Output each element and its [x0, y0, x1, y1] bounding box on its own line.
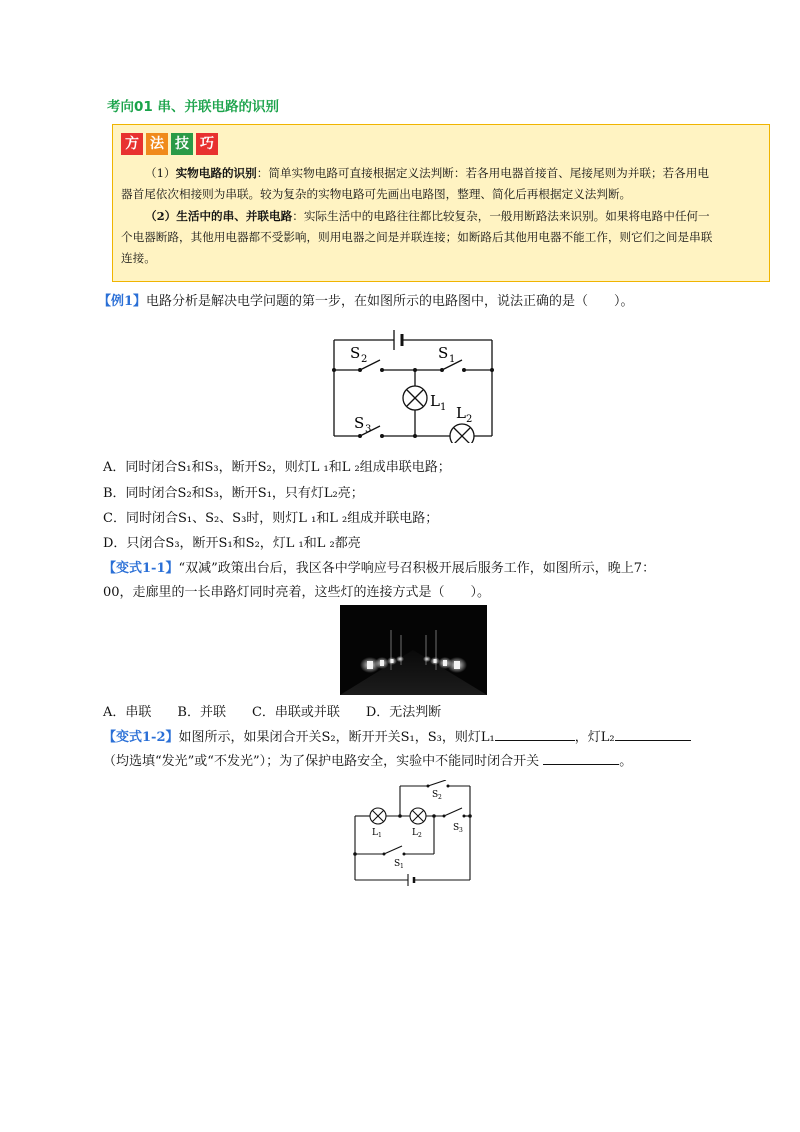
circuit-diagram-2 — [348, 780, 478, 890]
tip-paragraph-1: （1）实物电路的识别：简单实物电路可直接根据定义法判断：若各用电器首接首、尾接尾则为并联；若各用电 器首尾依次相接则为串联。较为复杂的实物电路可先画出电路图，整理、简化后再根据定义法判断。 — [121, 166, 709, 201]
svg-text:2: 2 — [438, 794, 442, 801]
label-s2: S — [350, 344, 361, 362]
option-a: A．同时闭合S₁和S₃，断开S₂，则灯L ₁和L ₂组成串联电路； — [103, 460, 451, 475]
label-l2: L — [456, 404, 466, 422]
svg-text:2: 2 — [361, 354, 368, 365]
label-s1: S — [438, 344, 449, 362]
label-s3: S — [453, 823, 460, 833]
badge-char: 方 — [121, 133, 143, 155]
option-d: D．只闭合S₃，断开S₁和S₂，灯L ₁和L ₂都亮 — [103, 536, 361, 551]
label-l1: L — [372, 828, 378, 838]
svg-text:3: 3 — [365, 424, 372, 435]
svg-text:1: 1 — [449, 354, 456, 365]
label-s3: S — [354, 414, 365, 432]
label-s2: S — [432, 790, 439, 800]
svg-text:1: 1 — [378, 832, 382, 839]
badge-char: 技 — [171, 133, 193, 155]
variant-1-1-options: A．串联 B．并联 C．串联或并联 D．无法判断 — [103, 705, 442, 720]
badge-char: 法 — [146, 133, 168, 155]
variant-1-2-line2: （均选填“发光”或“不发光”）；为了保护电路安全，实验中不能同时闭合开关 。 — [103, 754, 633, 769]
label-s1: S — [394, 859, 401, 869]
svg-text:1: 1 — [440, 402, 447, 413]
circuit-diagram-1 — [322, 318, 502, 443]
answer-blank-l1[interactable] — [495, 728, 575, 741]
svg-text:2: 2 — [418, 832, 422, 839]
option-c: C．同时闭合S₁、S₂、S₃时，则灯L ₁和L ₂组成并联电路； — [103, 511, 439, 526]
variant-1-1-line1: 【变式1-1】“双减”政策出台后，我区各中学响应号召积极开展后服务工作，如图所示，晚上7： — [103, 561, 656, 576]
svg-text:2: 2 — [466, 414, 473, 425]
badge-char: 巧 — [196, 133, 218, 155]
answer-blank-switches[interactable] — [543, 752, 619, 765]
variant-1-2-line1: 【变式1-2】如图所示，如果闭合开关S₂，断开开关S₁，S₃，则灯L₁ ，灯L₂ — [103, 728, 691, 748]
corridor-lights-photo — [340, 605, 487, 695]
tips-box — [112, 124, 770, 282]
label-l1: L — [430, 392, 440, 410]
tip-paragraph-2: （2）生活中的串、并联电路：实际生活中的电路往往都比较复杂，一般用断路法来识别。如果将电路中任何一 个电器断路，其他用电器都不受影响，则用电器之间是并联连接；如断路后其他用电器不能工作，则它们之间是串联 连接。 — [121, 209, 713, 265]
label-l2: L — [412, 828, 418, 838]
answer-blank-l2[interactable] — [615, 728, 691, 741]
variant-1-1-line2: 00，走廊里的一长串路灯同时亮着，这些灯的连接方式是（ ）。 — [103, 585, 491, 600]
svg-text:3: 3 — [459, 827, 463, 834]
example-1-question: 【例1】电路分析是解决电学问题的第一步，在如图所示的电路图中，说法正确的是（ ）。 — [98, 294, 634, 309]
svg-text:1: 1 — [400, 863, 404, 870]
option-b: B．同时闭合S₂和S₃，断开S₁，只有灯L₂亮； — [103, 486, 364, 501]
section-heading: 考向01 串、并联电路的识别 — [107, 99, 279, 115]
